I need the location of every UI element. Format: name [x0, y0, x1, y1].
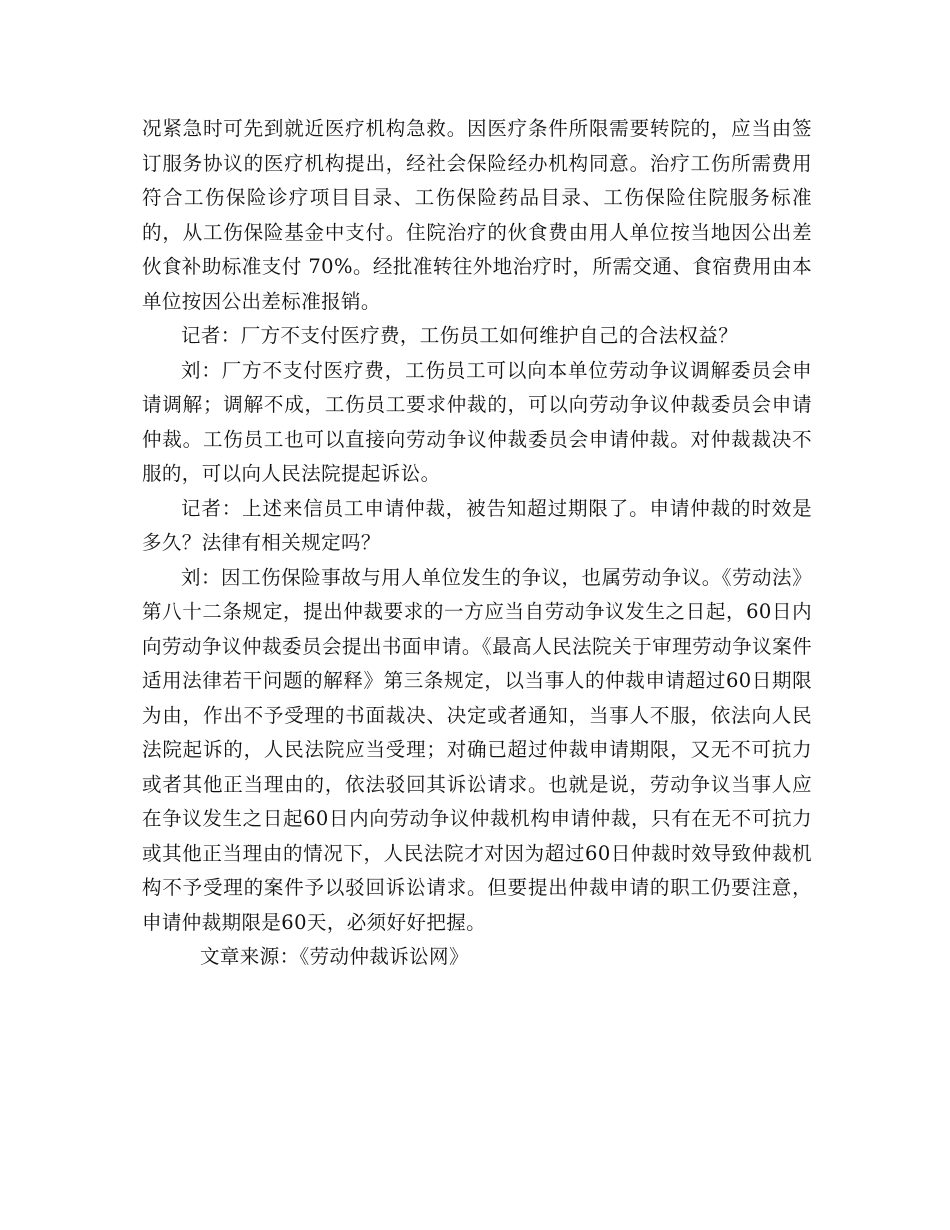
paragraph-continuation: 况紧急时可先到就近医疗机构急救。因医疗条件所限需要转院的，应当由签订服务协议的医疗机构提出，经社会保险经办机构同意。治疗工伤所需费用符合工伤保险诊疗项目目录、工伤保险药品目录、工伤保险住院服务标准的，从工伤保险基金中支付。住院治疗的伙食费由用人单位按当地因公出差伙食补助标准支付 70%。经批准转往外地治疗时，所需交通、食宿费用由本单位按因公出差标准报销。	[142, 117, 812, 313]
paragraph-reporter-question-1: 记者：厂方不支付医疗费，工伤员工如何维护自己的合法权益？	[181, 324, 739, 347]
paragraph-reporter-question-2: 记者：上述来信员工申请仲裁，被告知超过期限了。申请仲裁的时效是多久？法律有相关规定吗？	[142, 496, 812, 554]
article-source-line: 文章来源：《劳动仲裁诉讼网》	[200, 945, 469, 968]
document-page	[142, 112, 812, 975]
paragraph-liu-answer-2: 刘：因工伤保险事故与用人单位发生的争议，也属劳动争议。《劳动法》第八十二条规定，提出仲裁要求的一方应当自劳动争议发生之日起，60日内向劳动争议仲裁委员会提出书面申请。《最高人民法院关于审理劳动争议案件适用法律若干问题的解释》第三条规定，以当事人的仲裁申请超过60日期限为由，作出不予受理的书面裁决、决定或者通知，当事人不服，依法向人民法院起诉的，人民法院应当受理；对确已超过仲裁申请期限，又无不可抗力或者其他正当理由的，依法驳回其诉讼请求。也就是说，劳动争议当事人应在争议发生之日起60日内向劳动争议仲裁机构申请仲裁，只有在无不可抗力或其他正当理由的情况下，人民法院才对因为超过60日仲裁时效导致仲裁机构不予受理的案件予以驳回诉讼请求。但要提出仲裁申请的职工仍要注意，申请仲裁期限是60天，必须好好把握。	[142, 565, 812, 934]
paragraph-liu-answer-1: 刘：厂方不支付医疗费，工伤员工可以向本单位劳动争议调解委员会申请调解；调解不成，工伤员工要求仲裁的，可以向劳动争议仲裁委员会申请仲裁。工伤员工也可以直接向劳动争议仲裁委员会申请仲裁。对仲裁裁决不服的，可以向人民法院提起诉讼。	[142, 358, 812, 485]
